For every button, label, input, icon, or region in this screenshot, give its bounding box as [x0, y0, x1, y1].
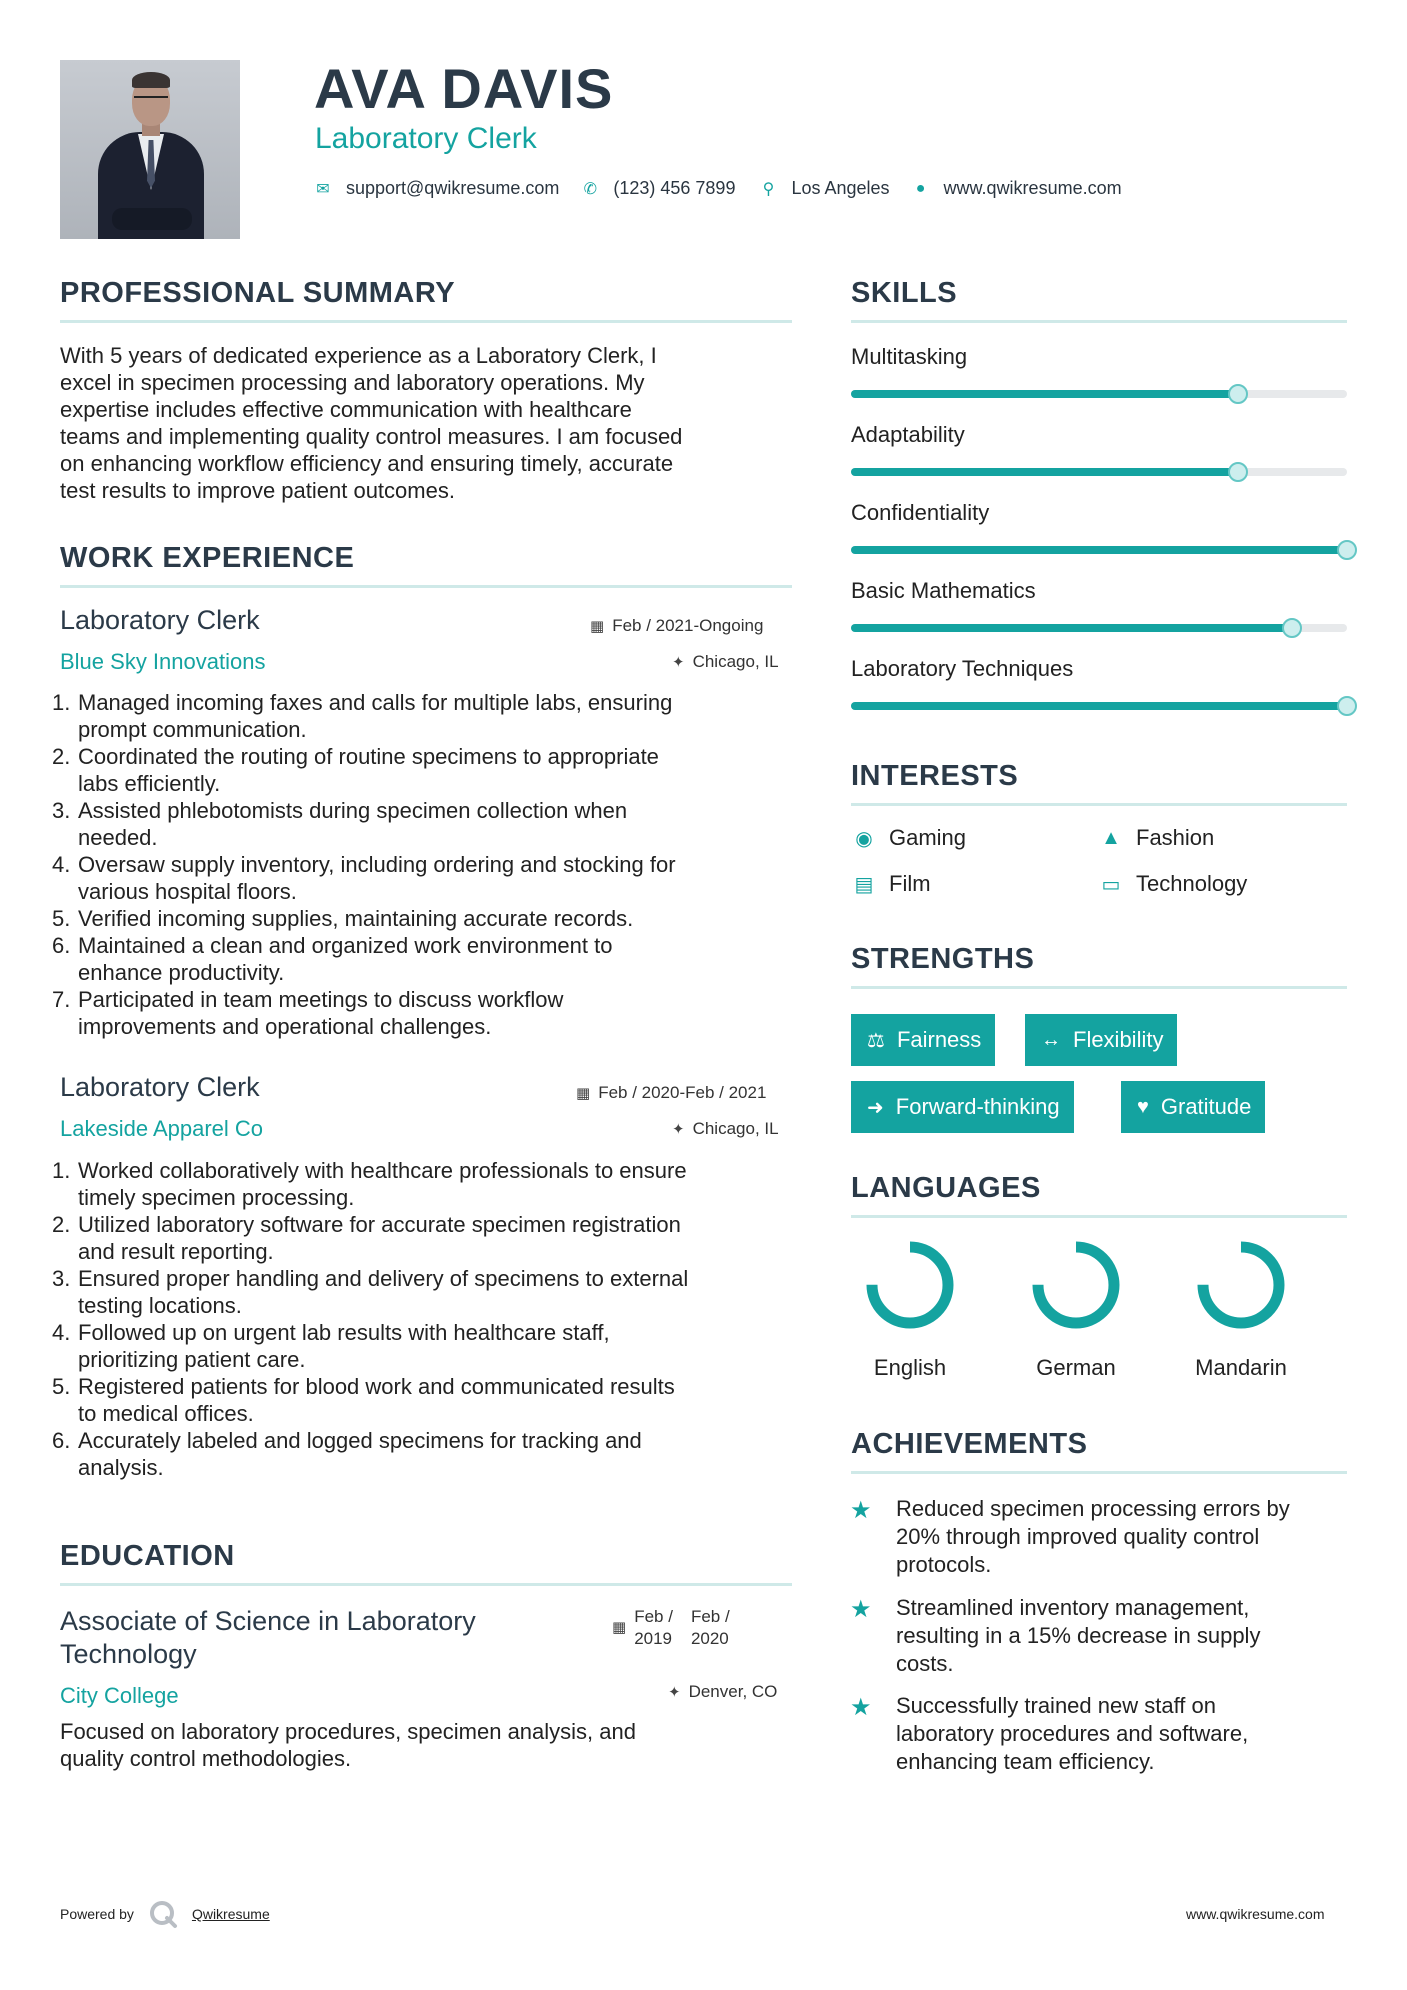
list-item: 5. Registered patients for blood work and communicated results to medical offices.: [52, 1374, 675, 1426]
skill-bar-knob: [1337, 696, 1357, 716]
summary-line: With 5 years of dedicated experience as a Laboratory Clerk, I: [60, 343, 657, 368]
interests-heading: INTERESTS: [851, 760, 1019, 792]
skill-bar: [851, 468, 1347, 476]
candidate-title: Laboratory Clerk: [315, 122, 537, 155]
strength-tag: ♥ Gratitude: [1121, 1081, 1265, 1133]
skill-bar-fill: [851, 702, 1347, 710]
phone-icon: ✆: [583, 180, 598, 198]
achievements-heading: ACHIEVEMENTS: [851, 1428, 1088, 1460]
achievements-rule: [851, 1471, 1347, 1474]
summary-rule: [60, 320, 792, 323]
contact-phone-text: (123) 456 7899: [613, 178, 736, 198]
job-duties-list: [52, 689, 800, 1040]
language-name: German: [1036, 1355, 1116, 1380]
skills-heading: SKILLS: [851, 277, 958, 309]
footer-powered-by: Powered by Qwikresume: [60, 1899, 270, 1929]
experience-heading: WORK EXPERIENCE: [60, 542, 355, 574]
language-item: [1171, 1235, 1311, 1381]
map-marker-icon: ⚲: [762, 180, 775, 198]
star-icon: ★: [850, 1497, 872, 1524]
list-item: 5. Verified incoming supplies, maintaining accurate records.: [52, 906, 634, 931]
envelope-icon: ✉: [316, 180, 330, 198]
job-dates: [590, 616, 763, 636]
job-location-text: Chicago, IL: [692, 652, 779, 671]
candidate-name: AVA DAVIS: [314, 57, 614, 120]
degree-title: [60, 1605, 476, 1671]
education-location-text: Denver, CO: [688, 1682, 778, 1701]
qwikresume-logo-icon: [148, 1899, 178, 1929]
strengths-rule: [851, 986, 1347, 989]
contact-location: [759, 178, 889, 199]
skill-bar: [851, 390, 1347, 398]
language-ring-arc: [872, 1247, 948, 1323]
skill-name: Multitasking: [851, 344, 968, 369]
education-description: Focused on laboratory procedures, specimen analysis, and quality control methodologies.: [60, 1719, 636, 1771]
strength-tag: ⚖ Fairness: [851, 1014, 995, 1066]
strength-tag: ➜ Forward-thinking: [851, 1081, 1074, 1133]
summary-text: [60, 342, 796, 504]
language-item: [1006, 1235, 1146, 1381]
balance-scale-icon: ⚖: [867, 1029, 885, 1052]
contact-bar: [314, 178, 1144, 199]
language-item: [840, 1235, 980, 1381]
list-item: 4. Followed up on urgent lab results with healthcare staff, prioritizing patient care.: [52, 1320, 610, 1372]
achievement-item: ★ Reduced specimen processing errors by 20% through improved quality control protocols.: [850, 1496, 1290, 1577]
language-ring-arc: [1038, 1247, 1114, 1323]
summary-line: teams and implementing quality control measures. I am focused: [60, 424, 683, 449]
list-item: 7. Participated in team meetings to discuss workflow improvements and operational challenges.: [52, 987, 564, 1039]
contact-phone[interactable]: [581, 178, 735, 199]
film-icon: ▤: [854, 873, 874, 896]
skill-bar-knob: [1282, 618, 1302, 638]
education-end: Feb / 2020: [690, 1607, 730, 1648]
skill-bar-knob: [1228, 462, 1248, 482]
degree-title-line: Technology: [60, 1639, 197, 1669]
skill-bar-fill: [851, 468, 1238, 476]
language-ring: [1026, 1235, 1126, 1335]
list-item: 1. Managed incoming faxes and calls for multiple labs, ensuring prompt communication.: [52, 690, 673, 742]
skill-bar-fill: [851, 624, 1292, 632]
calendar-icon: ▦: [590, 618, 605, 635]
language-name: English: [873, 1355, 947, 1380]
strengths-heading: STRENGTHS: [851, 943, 1035, 975]
education-start: Feb / 2019: [634, 1607, 673, 1648]
list-item: 3. Ensured proper handling and delivery of specimens to external testing locations.: [52, 1266, 689, 1318]
list-item: 3. Assisted phlebotomists during specimen collection when needed.: [52, 798, 628, 850]
skill-bar: [851, 702, 1347, 710]
skill-bar-knob: [1228, 384, 1248, 404]
calendar-icon: ▦: [612, 1619, 627, 1636]
languages-rule: [851, 1215, 1347, 1218]
list-item: 2. Coordinated the routing of routine specimens to appropriate labs efficiently.: [52, 744, 659, 796]
pin-icon: ✦: [672, 654, 685, 671]
language-name: Mandarin: [1195, 1355, 1287, 1380]
interest-technology: ▭ Technology: [1098, 871, 1247, 897]
summary-line: excel in specimen processing and laboratory operations. My: [60, 370, 645, 395]
footer-url[interactable]: www.qwikresume.com: [1186, 1906, 1325, 1922]
education-location: [668, 1682, 777, 1702]
gamepad-icon: ◉: [855, 827, 873, 850]
achievement-item: ★ Streamlined inventory management, resulting in a 15% decrease in supply costs.: [850, 1595, 1261, 1676]
pin-icon: ✦: [672, 1121, 685, 1138]
list-item: 1. Worked collaboratively with healthcare professionals to ensure timely specimen processing.: [52, 1158, 687, 1210]
laptop-icon: ▭: [1101, 873, 1121, 896]
summary-line: on enhancing workflow efficiency and ensuring timely, accurate: [60, 451, 674, 476]
job-dates: [576, 1083, 766, 1103]
interest-film: ▤ Film: [851, 871, 931, 897]
skill-bar-fill: [851, 390, 1238, 398]
skill-bar-fill: [851, 546, 1347, 554]
degree-title-line: Associate of Science in Laboratory: [60, 1606, 476, 1636]
pin-icon: ✦: [668, 1684, 681, 1701]
arrow-right-icon: ➜: [867, 1096, 884, 1119]
interest-gaming: ◉ Gaming: [851, 825, 966, 851]
star-icon: ★: [850, 1596, 872, 1623]
language-ring-arc: [1203, 1247, 1279, 1323]
job-title: Laboratory Clerk: [60, 1072, 260, 1102]
education-dates: [612, 1606, 730, 1650]
summary-heading: PROFESSIONAL SUMMARY: [60, 277, 456, 309]
list-item: 6. Maintained a clean and organized work environment to enhance productivity.: [52, 933, 613, 985]
language-ring: [1191, 1235, 1291, 1335]
skill-name: Confidentiality: [851, 500, 990, 525]
heart-icon: ♥: [1137, 1095, 1149, 1118]
list-item: 6. Accurately labeled and logged specimens for tracking and analysis.: [52, 1428, 642, 1480]
achievement-item: ★ Successfully trained new staff on laboratory procedures and software, enhancing team efficiency.: [850, 1693, 1249, 1774]
profile-photo: [60, 60, 240, 239]
skill-name: Adaptability: [851, 422, 965, 447]
skill-bar: [851, 624, 1347, 632]
languages-heading: LANGUAGES: [851, 1172, 1041, 1204]
job-company: Lakeside Apparel Co: [60, 1116, 264, 1141]
contact-website[interactable]: [912, 178, 1122, 199]
star-icon: ★: [850, 1694, 872, 1721]
skill-name: Basic Mathematics: [851, 578, 1036, 603]
job-company: Blue Sky Innovations: [60, 649, 266, 674]
job-location: [672, 652, 779, 672]
calendar-icon: ▦: [576, 1085, 591, 1102]
skill-name: Laboratory Techniques: [851, 656, 1074, 681]
education-rule: [60, 1583, 792, 1586]
contact-email[interactable]: [314, 178, 559, 199]
globe-icon: ●: [915, 179, 926, 197]
school-name: City College: [60, 1683, 179, 1708]
job-dates-text: Feb / 2020-Feb / 2021: [598, 1083, 767, 1102]
brand-link[interactable]: Qwikresume: [191, 1906, 270, 1922]
list-item: 2. Utilized laboratory software for accurate specimen registration and result reporting.: [52, 1212, 681, 1264]
summary-line: test results to improve patient outcomes.: [60, 478, 455, 503]
education-heading: EDUCATION: [60, 1540, 235, 1572]
skills-rule: [851, 320, 1347, 323]
skill-bar: [851, 546, 1347, 554]
job-location: [672, 1119, 779, 1139]
job-location-text: Chicago, IL: [692, 1119, 779, 1138]
experience-rule: [60, 585, 792, 588]
interest-fashion: ▲ Fashion: [1098, 825, 1214, 851]
strength-tag: ↔ Flexibility: [1025, 1014, 1177, 1066]
list-item: 4. Oversaw supply inventory, including ordering and stocking for various hospital floors.: [52, 852, 676, 904]
job-title: Laboratory Clerk: [60, 605, 260, 635]
summary-line: expertise includes effective communication with healthcare: [60, 397, 632, 422]
contact-website-text: www.qwikresume.com: [943, 178, 1122, 198]
interests-rule: [851, 803, 1347, 806]
job-duties-list: [52, 1157, 800, 1481]
skill-bar-knob: [1337, 540, 1357, 560]
shopping-bag-icon: ▲: [1101, 826, 1121, 849]
contact-email-text: support@qwikresume.com: [346, 178, 560, 198]
job-dates-text: Feb / 2021-Ongoing: [612, 616, 764, 635]
language-ring: [860, 1235, 960, 1335]
contact-location-text: Los Angeles: [791, 178, 890, 198]
arrows-horizontal-icon: ↔: [1041, 1028, 1061, 1051]
